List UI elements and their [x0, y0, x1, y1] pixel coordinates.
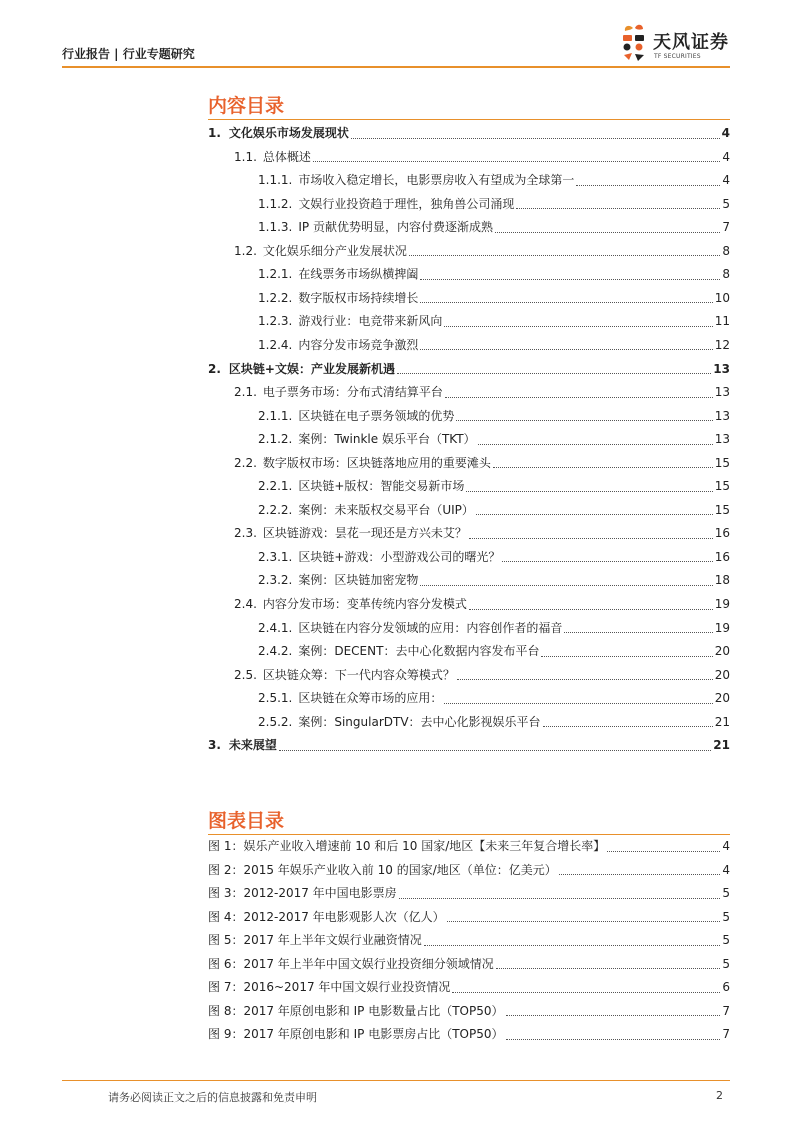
toc-entry[interactable]: [258, 194, 730, 214]
figure-leader-dots: [496, 956, 720, 969]
toc-entry-number: 2.4.1.: [258, 620, 293, 635]
toc-leader-dots: [397, 361, 711, 374]
toc-entry-page: 19: [714, 597, 730, 611]
toc-entry-label: 游戏行业：电竞带来新风向: [298, 314, 443, 329]
toc-entry-number: 2.2.: [234, 455, 257, 470]
figures-title-rule: [208, 834, 730, 835]
figure-entry-page: 7: [722, 1027, 730, 1041]
toc-entry-number: 2.5.: [234, 667, 257, 682]
toc-entry-page: 10: [714, 290, 730, 305]
figure-leader-dots: [399, 886, 720, 899]
figure-entry-label: 图 6：2017 年上半年中国文娱行业投资细分领域情况: [208, 956, 494, 971]
toc-entry[interactable]: [258, 288, 730, 308]
toc-entry-label: 案例：区块链加密宠物: [298, 573, 419, 588]
page-number: 2: [716, 1089, 723, 1102]
toc-leader-dots: [466, 479, 712, 492]
toc-entry-label: 区块链+游戏：小型游戏公司的曙光？: [298, 549, 501, 564]
toc-entry[interactable]: [258, 500, 730, 520]
figure-leader-dots: [506, 1003, 721, 1016]
figure-leader-dots: [452, 980, 720, 993]
figure-entry[interactable]: [208, 836, 730, 856]
toc-entry-page: 19: [714, 620, 730, 635]
figure-entry-label: 图 2：2015 年娱乐产业收入前 10 的国家/地区（单位：亿美元）: [208, 862, 557, 877]
toc-leader-dots: [516, 196, 720, 209]
figure-leader-dots: [424, 933, 720, 946]
toc-entry-page: 4: [722, 149, 730, 164]
toc-entry-label: 内容分发市场：变革传统内容分发模式: [262, 597, 467, 611]
toc-entry-label: 文娱行业投资趋于理性，独角兽公司涌现: [298, 196, 515, 211]
toc-entry-page: 15: [714, 479, 730, 494]
toc-entry-page: 15: [714, 455, 730, 470]
toc-entry-number: 1.1.: [234, 149, 257, 164]
figure-entry-label: 图 7：2016~2017 年中国文娱行业投资情况: [208, 980, 451, 994]
toc-entry-number: 1.1.1.: [258, 173, 293, 188]
toc-leader-dots: [420, 573, 712, 586]
toc-entry[interactable]: [258, 217, 730, 237]
toc-entry-number: 2.4.: [234, 597, 257, 611]
toc-entry[interactable]: [258, 429, 730, 449]
toc-entry[interactable]: [258, 618, 730, 638]
toc-entry-label: 文化娱乐市场发展现状: [228, 126, 349, 140]
figures-title: 图表目录: [208, 810, 285, 832]
toc-leader-dots: [420, 290, 712, 303]
toc-entry-number: 2.: [208, 361, 221, 376]
figure-entry[interactable]: [208, 907, 730, 927]
toc-entry-label: 数字版权市场持续增长: [298, 290, 419, 305]
figure-entry[interactable]: [208, 1001, 730, 1021]
toc-entry[interactable]: [258, 311, 730, 331]
toc-entry-page: 13: [713, 361, 730, 376]
toc-entry-number: 2.1.2.: [258, 432, 293, 447]
toc-entry[interactable]: [208, 735, 730, 755]
footer-disclaimer: 请务必阅读正文之后的信息披露和免责申明: [108, 1091, 317, 1104]
figure-entry-page: 5: [722, 933, 730, 947]
toc-entry-label: 区块链众筹：下一代内容众筹模式？: [262, 667, 455, 682]
figure-leader-dots: [607, 839, 720, 852]
figure-entry-label: 图 8：2017 年原创电影和 IP 电影数量占比（TOP50）: [208, 1003, 504, 1018]
toc-entry-page: 8: [722, 243, 730, 258]
toc-entry-label: 区块链在众筹市场的应用：: [298, 691, 443, 706]
toc-entry[interactable]: [234, 523, 730, 543]
toc-entry-label: 内容分发市场竞争激烈: [298, 337, 419, 352]
figure-entry-page: 5: [722, 909, 730, 924]
toc-leader-dots: [493, 455, 713, 468]
toc-entry-label: 电子票务市场：分布式清结算平台: [262, 385, 443, 400]
toc-title: 内容目录: [208, 95, 285, 117]
toc-entry-page: 13: [714, 408, 730, 423]
toc-entry-label: 总体概述: [262, 149, 311, 164]
toc-entry-number: 1.2.3.: [258, 314, 293, 329]
toc-leader-dots: [420, 337, 712, 350]
figure-entry-label: 图 1：娱乐产业收入增速前 10 和后 10 国家/地区【未来三年复合增长率】: [208, 839, 606, 853]
logo-mark-icon: [619, 22, 649, 64]
toc-leader-dots: [541, 644, 712, 657]
toc-title-rule: [208, 119, 730, 120]
figure-entry-label: 图 3：2012-2017 年中国电影票房: [208, 886, 397, 900]
company-logo: [619, 22, 731, 64]
figure-leader-dots: [559, 862, 720, 875]
toc-entry-label: 案例：DECENT：去中心化数据内容发布平台: [298, 644, 540, 659]
toc-entry-page: 11: [714, 314, 730, 329]
toc-entry-page: 7: [722, 220, 730, 235]
toc-entry[interactable]: [258, 264, 730, 284]
footer-divider: [62, 1080, 730, 1081]
toc-entry-label: 区块链+文娱：产业发展新机遇: [228, 361, 395, 376]
toc-entry[interactable]: [258, 570, 730, 590]
toc-leader-dots: [495, 220, 720, 233]
figure-entry[interactable]: [208, 860, 730, 880]
toc-entry-page: 18: [714, 573, 730, 588]
toc-entry-label: 数字版权市场：区块链落地应用的重要滩头: [262, 455, 491, 470]
toc-entry[interactable]: [258, 406, 730, 426]
toc-leader-dots: [313, 149, 720, 162]
toc-entry-label: 文化娱乐细分产业发展状况: [262, 243, 407, 258]
toc-leader-dots: [576, 173, 720, 186]
toc-entry-page: 16: [714, 526, 730, 541]
figure-entry-page: 5: [722, 886, 730, 900]
toc-entry-page: 4: [721, 126, 730, 140]
figure-entry[interactable]: [208, 954, 730, 974]
toc-entry-number: 2.3.2.: [258, 573, 293, 588]
toc-entry-page: 4: [722, 173, 730, 188]
toc-leader-dots: [469, 597, 713, 610]
toc-entry-page: 12: [714, 337, 730, 352]
toc-entry-page: 20: [714, 667, 730, 682]
toc-entry-label: 区块链+版权：智能交易新市场: [298, 479, 465, 494]
toc-leader-dots: [444, 314, 712, 327]
figure-entry-page: 6: [722, 980, 730, 994]
figure-leader-dots: [447, 909, 720, 922]
header-divider: [62, 66, 730, 68]
toc-leader-dots: [456, 408, 712, 421]
toc-entry-page: 8: [722, 267, 730, 282]
toc-entry[interactable]: [258, 476, 730, 496]
toc-entry-label: 区块链在电子票务领域的优势: [298, 408, 455, 423]
toc-leader-dots: [279, 738, 711, 751]
toc-entry-page: 21: [714, 714, 730, 729]
toc-entry[interactable]: [258, 547, 730, 567]
toc-entry-page: 20: [714, 691, 730, 706]
figure-entry[interactable]: [208, 930, 730, 950]
figure-leader-dots: [506, 1027, 721, 1040]
toc-entry-number: 1.1.2.: [258, 196, 293, 211]
toc-leader-dots: [478, 432, 713, 445]
toc-leader-dots: [543, 714, 713, 727]
figure-entry-label: 图 5：2017 年上半年文娱行业融资情况: [208, 933, 422, 947]
toc-entry-label: 市场收入稳定增长，电影票房收入有望成为全球第一: [298, 173, 575, 188]
toc-entry-label: 案例：未来版权交易平台（UIP）: [298, 502, 474, 517]
toc-entry[interactable]: [234, 665, 730, 685]
toc-entry-number: 1.2.4.: [258, 337, 293, 352]
toc-leader-dots: [444, 691, 712, 704]
toc-entry[interactable]: [208, 123, 730, 143]
toc-entry-number: 2.4.2.: [258, 644, 293, 659]
toc-entry[interactable]: [234, 382, 730, 402]
toc-entry-number: 2.5.1.: [258, 691, 293, 706]
toc-entry-number: 1.1.3.: [258, 220, 293, 235]
report-category: 行业报告 | 行业专题研究: [62, 47, 195, 61]
toc-entry-number: 2.1.: [234, 385, 257, 400]
toc-entry-page: 13: [714, 432, 730, 447]
figure-entry-page: 7: [722, 1003, 730, 1018]
toc-entry[interactable]: [258, 335, 730, 355]
toc-entry-number: 1.: [208, 126, 221, 140]
logo-text: 天风证券: [653, 32, 729, 53]
toc-leader-dots: [351, 126, 720, 139]
toc-entry-label: 案例：SingularDTV：去中心化影视娱乐平台: [298, 714, 541, 729]
figure-entry[interactable]: [208, 1024, 730, 1044]
toc-entry-number: 2.1.1.: [258, 408, 293, 423]
toc-entry-number: 2.5.2.: [258, 714, 293, 729]
figure-entry[interactable]: [208, 883, 730, 903]
figure-entry-label: 图 9：2017 年原创电影和 IP 电影票房占比（TOP50）: [208, 1027, 504, 1041]
toc-entry-number: 1.2.: [234, 243, 257, 258]
toc-entry-label: 在线票务市场纵横捭阖: [298, 267, 419, 282]
figure-entry[interactable]: [208, 977, 730, 997]
toc-entry-page: 5: [722, 196, 730, 211]
toc-entry-page: 13: [714, 385, 730, 400]
figure-entry-page: 5: [722, 956, 730, 971]
toc-entry[interactable]: [208, 359, 730, 379]
toc-entry[interactable]: [258, 641, 730, 661]
toc-entry[interactable]: [258, 170, 730, 190]
toc-entry-label: 案例：Twinkle 娱乐平台（TKT）: [298, 432, 476, 447]
toc-entry-page: 20: [714, 644, 730, 659]
toc-entry-number: 2.2.2.: [258, 502, 293, 517]
toc-leader-dots: [420, 267, 720, 280]
toc-leader-dots: [469, 526, 713, 539]
toc-entry[interactable]: [258, 688, 730, 708]
toc-entry-page: 15: [714, 502, 730, 517]
figure-entry-page: 4: [722, 862, 730, 877]
toc-entry[interactable]: [234, 241, 730, 261]
toc-entry-number: 2.3.: [234, 526, 257, 541]
toc-entry-page: 21: [713, 738, 730, 753]
toc-leader-dots: [564, 620, 712, 633]
toc-entry[interactable]: [234, 594, 730, 614]
toc-entry[interactable]: [234, 147, 730, 167]
toc-leader-dots: [445, 385, 713, 398]
toc-entry-number: 1.2.2.: [258, 290, 293, 305]
toc-leader-dots: [409, 243, 720, 256]
toc-entry-label: 区块链在内容分发领域的应用：内容创作者的福音: [298, 620, 563, 635]
toc-entry-label: 区块链游戏：昙花一现还是方兴未艾？: [262, 526, 467, 541]
toc-entry-number: 3.: [208, 738, 221, 753]
toc-entry[interactable]: [258, 712, 730, 732]
toc-entry-page: 16: [714, 549, 730, 564]
toc-entry[interactable]: [234, 453, 730, 473]
toc-entry-number: 1.2.1.: [258, 267, 293, 282]
figure-entry-page: 4: [722, 839, 730, 853]
toc-leader-dots: [457, 667, 713, 680]
figure-entry-label: 图 4：2012-2017 年电影观影人次（亿人）: [208, 909, 445, 924]
toc-entry-label: IP 贡献优势明显，内容付费逐渐成熟: [298, 220, 493, 235]
toc-entry-label: 未来展望: [228, 738, 277, 753]
toc-entry-number: 2.2.1.: [258, 479, 293, 494]
toc-leader-dots: [502, 549, 712, 562]
toc-leader-dots: [476, 502, 713, 515]
logo-subtext: TF SECURITIES: [654, 53, 701, 60]
toc-entry-number: 2.3.1.: [258, 549, 293, 564]
